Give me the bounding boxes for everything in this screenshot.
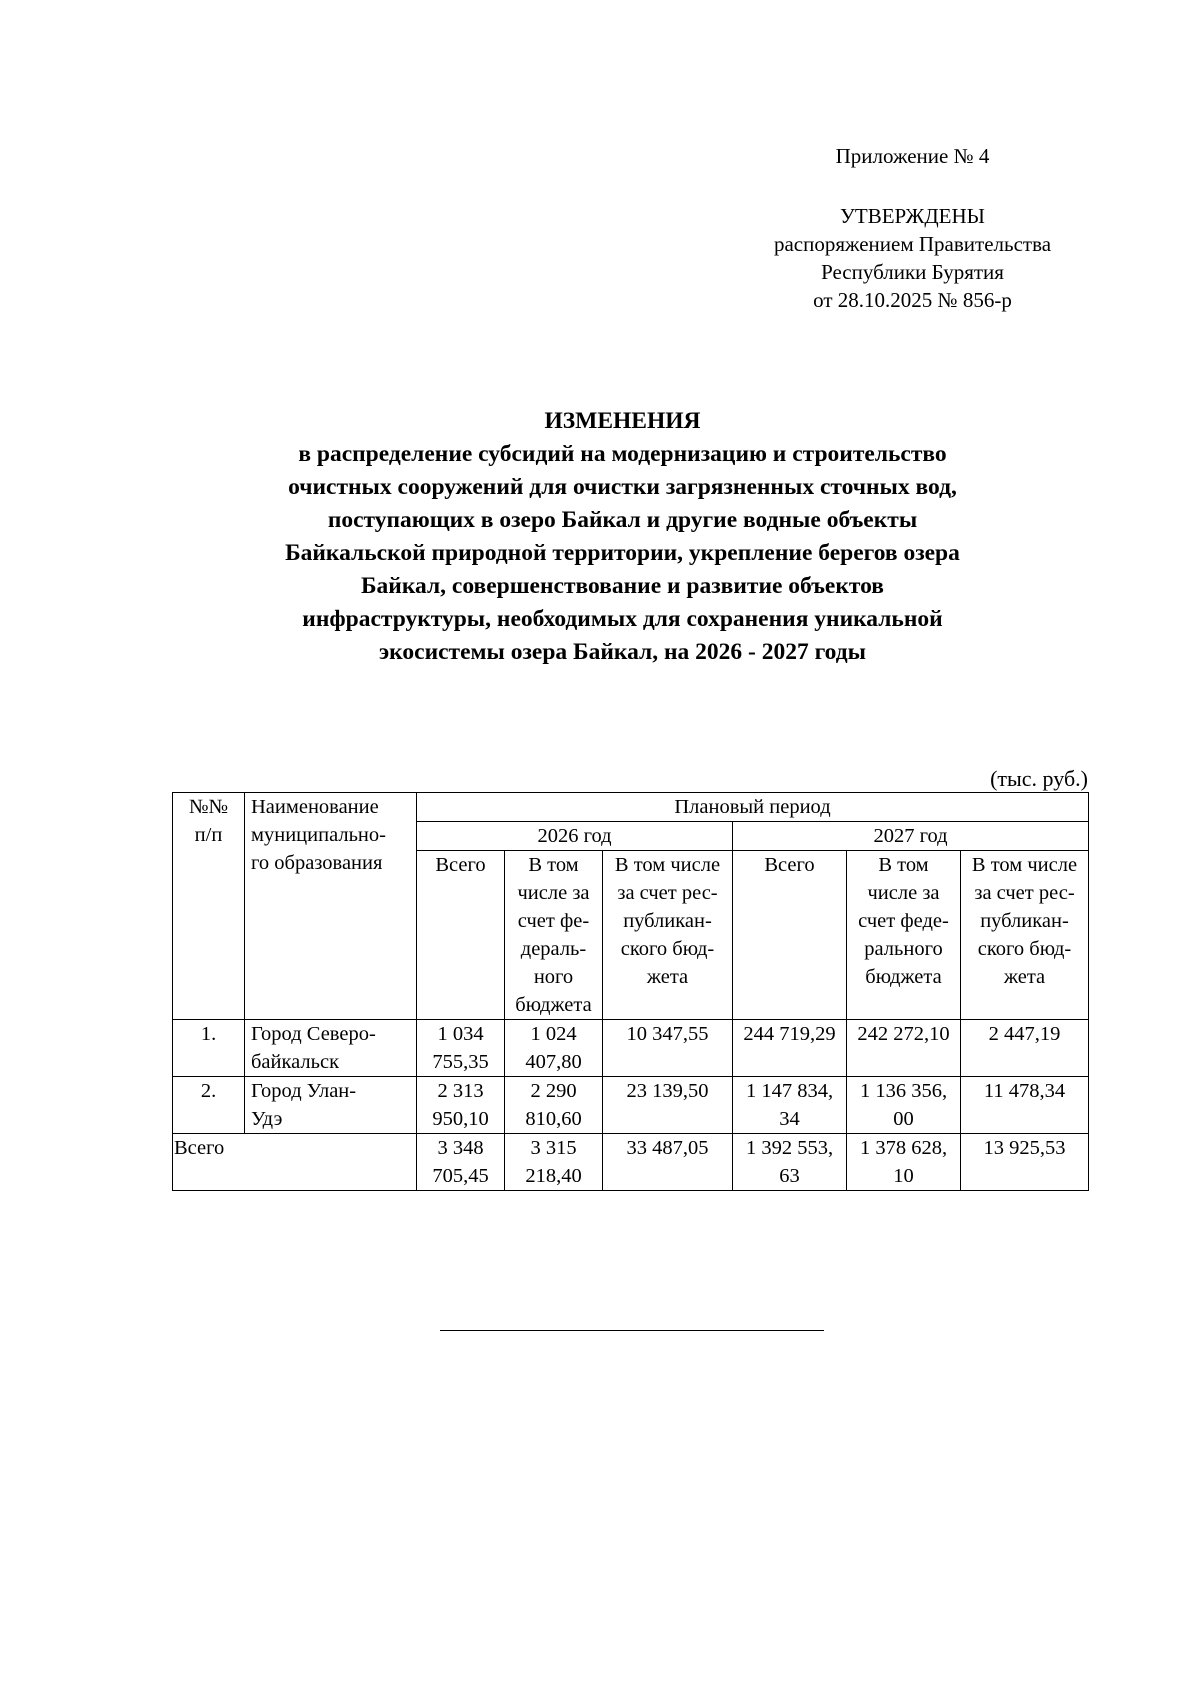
document-title (160, 405, 1085, 669)
table-row (173, 1077, 1089, 1134)
title-line: Байкал, совершенствование и развитие объектов (361, 573, 884, 599)
table-row (173, 1020, 1089, 1077)
units-label: (тыс. руб.) (990, 766, 1088, 791)
row-name: Город Улан- Удэ (245, 1077, 417, 1134)
total-republic-2026: 33 487,05 (603, 1134, 733, 1191)
row-federal-2026: 1 024 407,80 (505, 1020, 603, 1077)
subsidy-table (172, 792, 1089, 1191)
header-row (173, 793, 1089, 822)
total-federal-2027: 1 378 628, 10 (847, 1134, 961, 1191)
row-total-2027: 244 719,29 (733, 1020, 847, 1077)
header-planned-period: Плановый период (417, 793, 1089, 822)
title-line: в распределение субсидий на модернизацию и строительство (298, 441, 947, 467)
approval-line: от 28.10.2025 № 856-р (813, 288, 1012, 312)
approval-line: УТВЕРЖДЕНЫ (840, 204, 985, 228)
row-republic-2026: 10 347,55 (603, 1020, 733, 1077)
total-row (173, 1134, 1089, 1191)
row-total-2027: 1 147 834, 34 (733, 1077, 847, 1134)
row-total-2026: 1 034 755,35 (417, 1020, 505, 1077)
header-federal-2026: В том числе за счет фе- дераль- ного бюджета (505, 851, 603, 1020)
title-line: очистных сооружений для очистки загрязненных сточных вод, (288, 474, 957, 500)
title-line: Байкальской природной территории, укрепление берегов озера (285, 540, 960, 566)
header-year-2027: 2027 год (733, 822, 1089, 851)
row-federal-2027: 242 272,10 (847, 1020, 961, 1077)
row-federal-2026: 2 290 810,60 (505, 1077, 603, 1134)
appendix-label: Приложение № 4 (835, 144, 990, 168)
approval-line: Республики Бурятия (821, 260, 1004, 284)
row-total-2026: 2 313 950,10 (417, 1077, 505, 1134)
approval-block (740, 202, 1085, 314)
header-num: №№ п/п (173, 793, 245, 1020)
total-federal-2026: 3 315 218,40 (505, 1134, 603, 1191)
header-year-2026: 2026 год (417, 822, 733, 851)
title-line: ИЗМЕНЕНИЯ (544, 408, 701, 434)
row-num: 1. (173, 1020, 245, 1077)
total-republic-2027: 13 925,53 (961, 1134, 1089, 1191)
header-republic-2026: В том числе за счет рес- публикан- ского бюд- жета (603, 851, 733, 1020)
total-label: Всего (173, 1134, 417, 1191)
row-republic-2027: 2 447,19 (961, 1020, 1089, 1077)
title-line: инфраструктуры, необходимых для сохранения уникальной (302, 606, 943, 632)
row-num: 2. (173, 1077, 245, 1134)
header-total-2026: Всего (417, 851, 505, 1020)
end-divider (440, 1330, 824, 1331)
row-republic-2027: 11 478,34 (961, 1077, 1089, 1134)
header-total-2027: Всего (733, 851, 847, 1020)
row-republic-2026: 23 139,50 (603, 1077, 733, 1134)
title-line: поступающих в озеро Байкал и другие водные объекты (327, 507, 918, 533)
row-federal-2027: 1 136 356, 00 (847, 1077, 961, 1134)
row-name: Город Северо- байкальск (245, 1020, 417, 1077)
total-2026: 3 348 705,45 (417, 1134, 505, 1191)
approval-line: распоряжением Правительства (773, 232, 1052, 256)
title-line: экосистемы озера Байкал, на 2026 - 2027 годы (379, 639, 866, 665)
header-federal-2027: В том числе за счет феде- рального бюджета (847, 851, 961, 1020)
header-name: Наименование муниципально- го образования (245, 793, 417, 1020)
total-2027: 1 392 553, 63 (733, 1134, 847, 1191)
header-republic-2027: В том числе за счет рес- публикан- ского бюд- жета (961, 851, 1089, 1020)
